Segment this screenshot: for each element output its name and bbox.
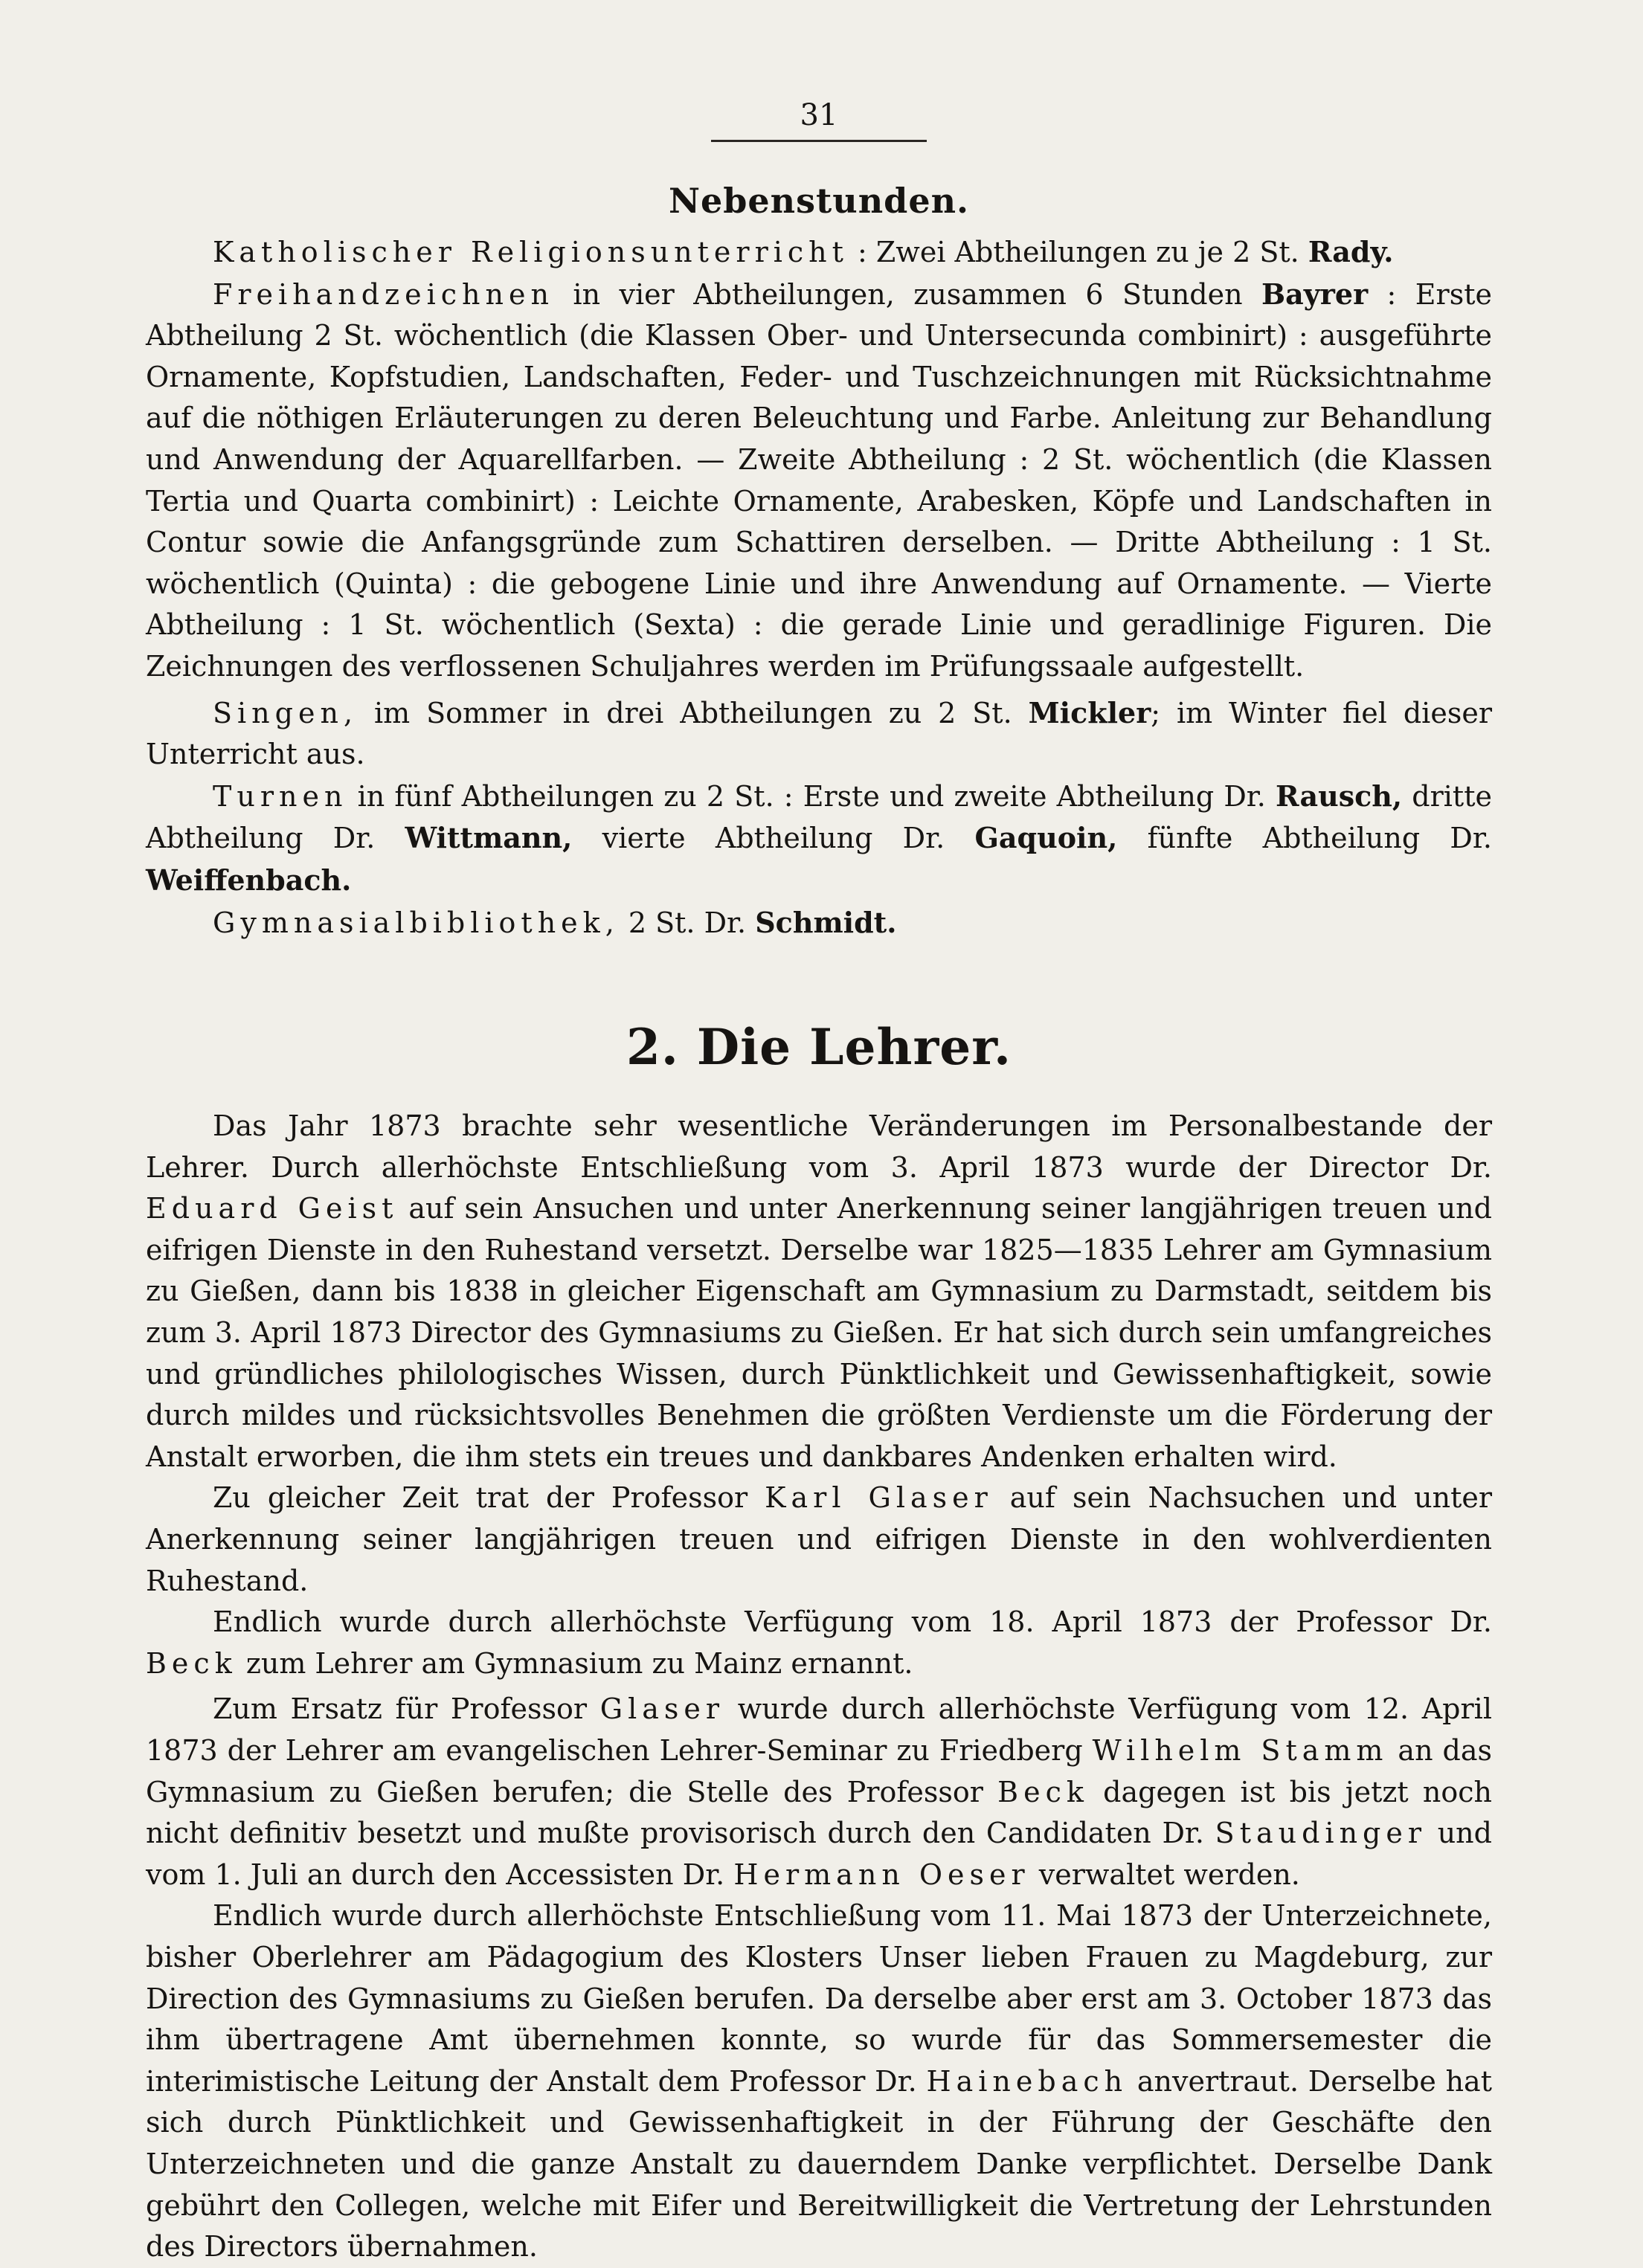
paragraph-lehrer-4 xyxy=(146,1689,1492,1895)
teacher-name: Schmidt. xyxy=(755,905,897,939)
person-name: Wilhelm Stamm xyxy=(1092,1734,1389,1767)
teacher-name: Gaquoin, xyxy=(974,821,1118,855)
page-number-rule xyxy=(711,140,927,142)
page-number: 31 xyxy=(800,98,838,132)
section-title-lehrer: 2. Die Lehrer. xyxy=(626,1018,1012,1077)
body-text: anvertraut. Derselbe hat sich durch Pünktlichkeit und Gewissenhaftigkeit in der Führung der Geschäfte den Unterzeichneten und die ganze Anstalt zu dauerndem Danke verpflichtet. Derselbe Dank gebührt den Collegen, welche mit Eifer und Bereitwilligkeit die Vertretung der Lehrstunden des Directors übernahmen. xyxy=(146,2064,1492,2264)
body-text: 2 St. Dr. xyxy=(628,906,747,939)
paragraph-singen xyxy=(146,692,1492,776)
teacher-name: Wittmann, xyxy=(405,821,573,855)
body-text: Zu gleicher Zeit trat der Professor xyxy=(213,1481,748,1515)
body-text: vierte Abtheilung Dr. xyxy=(602,822,945,855)
teacher-name: Mickler xyxy=(1028,695,1151,729)
body-text: in fünf Abtheilungen zu 2 St. : Erste und zweite Abtheilung Dr. xyxy=(357,779,1266,813)
paragraph-bibliothek xyxy=(146,902,1492,944)
person-name: Beck xyxy=(997,1775,1089,1808)
paragraph-lehrer-2 xyxy=(146,1478,1492,1602)
person-name: Glaser xyxy=(599,1692,725,1726)
person-name: Staudinger xyxy=(1215,1817,1427,1850)
body-text: auf sein Nachsuchen und unter Anerkennung seiner langjährigen treuen und eifrigen Dienste in den wohlverdienten Ruhestand. xyxy=(146,1481,1492,1597)
subject-label: Freihandzeichnen xyxy=(213,277,554,311)
teacher-name: Rady. xyxy=(1308,235,1394,268)
body-text: in vier Abtheilungen, zusammen 6 Stunden xyxy=(573,277,1243,311)
subject-label: Katholischer Religionsunterricht xyxy=(213,236,849,268)
paragraph-lehrer-5 xyxy=(146,1895,1492,2267)
body-text: zum Lehrer am Gymnasium zu Mainz ernannt. xyxy=(245,1646,913,1680)
body-text: : Zwei Abtheilungen zu je 2 St. xyxy=(858,236,1299,268)
body-text: verwaltet werden. xyxy=(1038,1858,1300,1891)
section-title-nebenstunden: Nebenstunden. xyxy=(668,181,970,221)
body-text: an das Gymnasium zu Gießen berufen; die Stelle des Professor xyxy=(146,1734,1492,1808)
body-text: auf sein Ansuchen und unter Anerkennung seiner langjährigen treuen und eifrigen Dienste in den Ruhestand versetzt. Derselbe war 1825—1835 Lehrer am Gymnasium zu Gießen, dann bis 1838 in gleicher Eigenschaft am Gymnasium zu Darmstadt, seitdem bis zum 3. April 1873 Director des Gymnasiums zu Gießen. Er hat sich durch sein umfangreiches und gründliches philologisches Wissen, durch Pünktlichkeit und Gewissenhaftigkeit, sowie durch mildes und rücksichtsvolles Benehmen die größten Verdienste um die Förderung der Anstalt erworben, die ihm stets ein treues und dankbares Andenken erhalten wird. xyxy=(146,1192,1492,1473)
body-text: Endlich wurde durch allerhöchste Entschließung vom 11. Mai 1873 der Unterzeichnete, bisher Oberlehrer am Pädagogium des Klosters Unser lieben Frauen zu Magdeburg, zur Direction des Gymnasiums zu Gießen berufen. Da derselbe aber erst am 3. October 1873 das ihm übertragene Amt übernehmen konnte, so wurde für das Sommersemester die interimistische Leitung der Anstalt dem Professor Dr. xyxy=(146,1899,1492,2098)
paragraph-freihandzeichnen xyxy=(146,274,1492,688)
person-name: Hermann Oeser xyxy=(733,1858,1030,1891)
teacher-name: Weiffenbach. xyxy=(146,863,352,897)
body-text: Das Jahr 1873 brachte sehr wesentliche Veränderungen im Personalbestande der Lehrer. Durch allerhöchste Entschließung vom 3. April 1873 wurde der Director Dr. xyxy=(146,1109,1492,1184)
teacher-name: Rausch, xyxy=(1276,779,1403,813)
subject-label: Gymnasialbibliothek, xyxy=(213,906,620,939)
paragraph-religionsunterricht xyxy=(146,231,1492,274)
body-text: wurde durch allerhöchste Verfügung vom 12. April 1873 der Lehrer am evangelischen Lehrer-Seminar zu Friedberg xyxy=(146,1692,1492,1767)
paragraph-lehrer-1 xyxy=(146,1106,1492,1478)
teacher-name: Bayrer xyxy=(1261,277,1369,311)
body-text: Zum Ersatz für Professor xyxy=(213,1692,588,1726)
paragraph-turnen xyxy=(146,776,1492,902)
person-name: Hainebach xyxy=(926,2064,1128,2098)
body-text: fünfte Abtheilung Dr. xyxy=(1147,822,1492,855)
subject-label: Singen, xyxy=(213,696,358,729)
subject-label: Turnen xyxy=(213,779,348,813)
paragraph-lehrer-3 xyxy=(146,1602,1492,1684)
person-name: Karl Glaser xyxy=(765,1481,993,1515)
body-text: dritte Abtheilung Dr. xyxy=(146,779,1492,855)
body-text: : Erste Abtheilung 2 St. wöchentlich (die Klassen Ober- und Untersecunda combinirt) : ausgeführte Ornamente, Kopfstudien, Landschaften, Feder- und Tuschzeichnungen mit Rücksichtnahme auf die nöthigen Erläuterungen zu deren Beleuchtung und Farbe. Anleitung zur Behandlung und Anwendung der Aquarellfarben. — Zweite Abtheilung : 2 St. wöchentlich (die Klassen Tertia und Quarta combinirt) : Leichte Ornamente, Arabesken, Köpfe und Landschaften in Contur sowie die Anfangsgründe zum Schattiren derselben. — Dritte Abtheilung : 1 St. wöchentlich (Quinta) : die gebogene Linie und ihre Anwendung auf Ornamente. — Vierte Abtheilung : 1 St. wöchentlich (Sexta) : die gerade Linie und geradlinige Figuren. Die Zeichnungen des verflossenen Schuljahres werden im Prüfungssaale aufgestellt. xyxy=(146,277,1492,683)
body-text: ; im Winter fiel dieser Unterricht aus. xyxy=(146,696,1492,771)
body-text: dagegen ist bis jetzt noch nicht definitiv besetzt und mußte provisorisch durch den Candidaten Dr. xyxy=(146,1775,1492,1850)
body-text: Endlich wurde durch allerhöchste Verfügung vom 18. April 1873 der Professor Dr. xyxy=(213,1605,1492,1639)
person-name: Eduard Geist xyxy=(146,1192,399,1225)
body-text: und vom 1. Juli an durch den Accessisten Dr. xyxy=(146,1817,1492,1891)
body-text: im Sommer in drei Abtheilungen zu 2 St. xyxy=(373,696,1012,729)
person-name: Beck xyxy=(146,1646,237,1680)
page xyxy=(146,97,1492,2268)
